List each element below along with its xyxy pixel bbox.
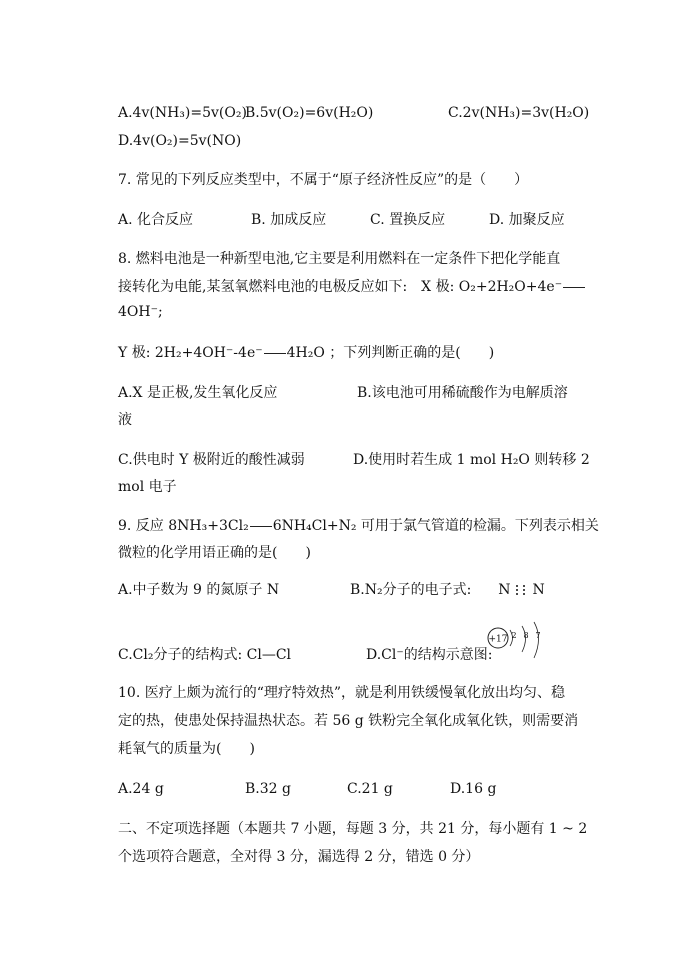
- q8-option-d: D.使用时若生成 1 mol H₂O 则转移 2: [353, 452, 590, 468]
- q9-option-c: C.Cl₂分子的结构式: Cl—Cl: [118, 647, 292, 663]
- q7-stem: 7. 常见的下列反应类型中，不属于“原子经济性反应”的是（ ）: [118, 172, 529, 188]
- q6-option-c: C.2v(NH₃)=3v(H₂O): [448, 105, 590, 121]
- q6-option-d: D.4v(O₂)=5v(NO): [118, 133, 242, 149]
- q10-stem-line1: 10. 医疗上颇为流行的“理疗特效热”，就是利用铁缓慢氧化放出均匀、稳: [118, 685, 566, 701]
- q8-option-c: C.供电时 Y 极附近的酸性减弱: [118, 452, 305, 468]
- triple-bond-dots-icon: [510, 583, 532, 597]
- q8-x-electrode-text: 接转化为电能,某氢氧燃料电池的电极反应如下: X 极: O₂+2H₂O+4e⁻: [118, 279, 563, 295]
- q6-option-b: B.5v(O₂)=6v(H₂O): [245, 105, 374, 121]
- q9-reactants: 9. 反应 8NH₃+3Cl₂: [118, 518, 249, 534]
- q7-option-d: D. 加聚反应: [489, 212, 565, 228]
- q8-question-text: 4H₂O ；下列判断正确的是( ): [286, 345, 495, 361]
- q10-option-a: A.24 g: [118, 781, 164, 797]
- q10-option-d: D.16 g: [450, 781, 497, 797]
- q6-option-a: A.4v(NH₃)=5v(O₂): [118, 105, 247, 121]
- q9-option-b-label: B.N₂分子的电子式:: [350, 582, 472, 598]
- q8-stem-line1: 8. 燃料电池是一种新型电池,它主要是利用燃料在一定条件下把化学能直: [118, 251, 561, 267]
- q9-option-a: A.中子数为 9 的氮原子 N: [118, 582, 280, 598]
- n-atom-right: N: [532, 582, 545, 598]
- n-atom-left: N: [498, 582, 511, 598]
- q7-option-c: C. 置换反应: [370, 212, 446, 228]
- section2-heading-line1: 二、不定项选择题（本题共 7 小题，每题 3 分，共 21 分，每小题有 1 ~ 2: [118, 821, 588, 837]
- q9-products: 6NH₄Cl+N₂ 可用于氯气管道的检漏。下列表示相关: [272, 518, 599, 534]
- q7-option-b: B. 加成反应: [251, 212, 327, 228]
- q8-option-a: A.X 是正极,发生氧化反应: [118, 385, 278, 401]
- shell-electrons-1: 2: [511, 631, 517, 640]
- shell-electrons-3: 7: [535, 631, 541, 640]
- cl-ion-structure-diagram: [486, 620, 546, 662]
- shell-electrons-2: 8: [523, 631, 529, 640]
- equation-arrow: [563, 287, 585, 288]
- nucleus-charge: +17: [488, 634, 508, 645]
- q10-stem-line3: 耗氧气的质量为( ): [118, 741, 255, 757]
- q8-stem-line3: 4OH⁻;: [118, 304, 163, 320]
- q8-option-b: B.该电池可用稀硫酸作为电解质溶: [357, 385, 568, 401]
- shell-arc-3: [534, 622, 539, 658]
- q7-option-a: A. 化合反应: [118, 212, 194, 228]
- q9-stem-line2: 微粒的化学用语正确的是( ): [118, 545, 311, 561]
- q8-option-d-cont: mol 电子: [118, 479, 177, 495]
- q8-stem-line4: [118, 343, 494, 363]
- q9-stem-line1: [118, 516, 599, 536]
- q10-stem-line2: 定的热，使患处保持温热状态。若 56 g 铁粉完全氧化成氧化铁，则需要消: [118, 713, 579, 729]
- equation-arrow: [264, 353, 286, 354]
- q10-option-c: C.21 g: [347, 781, 393, 797]
- q10-option-b: B.32 g: [245, 781, 291, 797]
- q8-stem-line2: [118, 277, 586, 297]
- section2-heading-line2: 个选项符合题意，全对得 3 分，漏选得 2 分，错选 0 分）: [118, 849, 480, 865]
- equation-arrow: [250, 526, 272, 527]
- q8-y-electrode-text: Y 极: 2H₂+4OH⁻-4e⁻: [118, 345, 263, 361]
- q8-option-b-cont: 液: [118, 412, 132, 428]
- q9-option-b: [350, 580, 545, 600]
- q9-option-d: D.Cl⁻的结构示意图:: [366, 647, 493, 663]
